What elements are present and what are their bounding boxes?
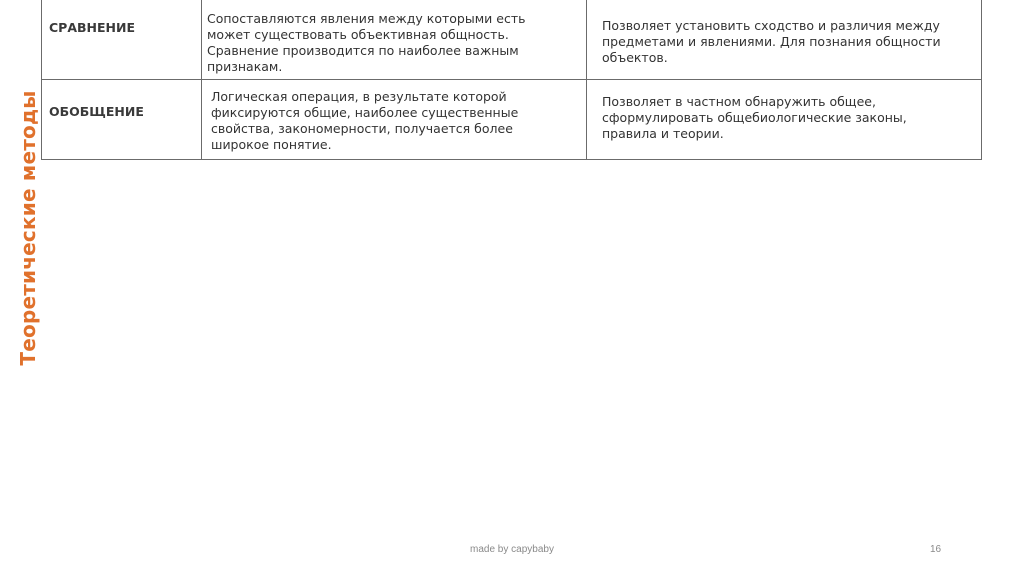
purpose-cell: Позволяет в частном обнаружить общее, сформулировать общебиологические законы, правила и теории. [602,94,907,141]
table-row [41,80,983,160]
table-row [41,0,983,80]
footer-credit: made by capybaby [470,544,554,555]
page-number: 16 [930,544,942,555]
slide-vertical-title: Теоретические методы [16,90,40,366]
purpose-cell: Позволяет установить сходство и различия между предметами и явлениями. Для познания общности объектов. [602,18,941,65]
term-cell: СРАВНЕНИЕ [49,20,135,35]
definition-cell: Сопоставляются явления между которыми есть может существовать объективная общность. Сравнение производится по наиболее важным признакам. [207,11,526,74]
term-cell: ОБОБЩЕНИЕ [49,104,144,119]
methods-table [41,0,983,160]
definition-cell: Логическая операция, в результате которой фиксируются общие, наиболее существенные свойства, закономерности, получается более широкое понятие. [211,89,519,152]
